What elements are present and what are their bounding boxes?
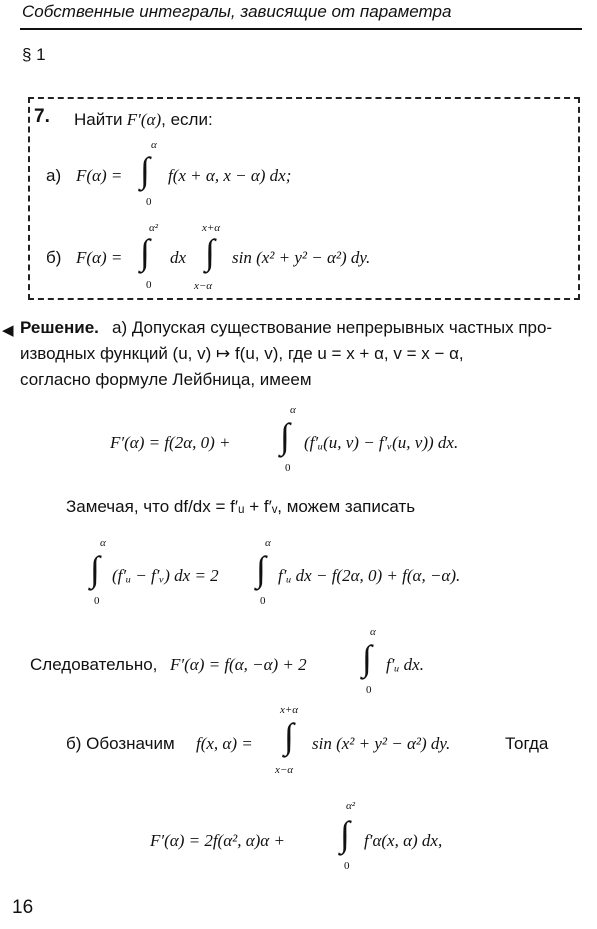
running-header: Собственные интегралы, зависящие от параметра	[22, 2, 452, 21]
integral-sign: ∫	[90, 549, 100, 589]
integral-sign: ∫	[340, 814, 350, 854]
eq3-lhs: F′(α) = f(α, −α) + 2	[170, 655, 307, 674]
item-b-upper-limit-1: α²	[149, 222, 159, 234]
item-b-label: б)	[46, 248, 62, 267]
eq4-prefix: б) Обозначим	[66, 734, 175, 753]
eq3-upper-limit: α	[370, 626, 376, 638]
eq4-integrand: sin (x² + y² − α²) dy.	[312, 734, 451, 753]
integral-sign: ∫	[284, 716, 294, 756]
integral-sign: ∫	[280, 416, 290, 456]
solution-marker-icon: ◀	[2, 323, 14, 339]
eq4-upper-limit: x+α	[280, 704, 299, 716]
problem-number: 7.	[34, 106, 50, 127]
eq5-lower-limit: 0	[344, 860, 350, 872]
eq2-upper-limit-1: α	[100, 537, 106, 549]
item-b-lower-limit-2: x−α	[194, 280, 213, 292]
item-a-lhs: F(α) =	[76, 166, 123, 185]
integral-sign: ∫	[140, 232, 150, 272]
section-label: § 1	[22, 45, 46, 64]
item-b-upper-limit-2: x+α	[202, 222, 221, 234]
prompt-suffix: , если:	[161, 110, 213, 129]
eq3-integrand: f′ᵤ dx.	[386, 655, 424, 674]
item-a-integrand: f(x + α, x − α) dx;	[168, 166, 292, 185]
eq1-lhs: F′(α) = f(2α, 0) +	[110, 433, 231, 452]
eq2-part-1: (f′ᵤ − f′ᵥ) dx = 2	[112, 566, 219, 585]
item-b-lower-limit-1: 0	[146, 279, 152, 291]
eq2-upper-limit-2: α	[265, 537, 271, 549]
item-a-upper-limit: α	[151, 139, 157, 151]
solution-line-4: Замечая, что df/dx = f′ᵤ + f′ᵥ, можем записать	[66, 497, 416, 516]
integral-sign: ∫	[256, 549, 266, 589]
eq4-lhs: f(x, α) =	[196, 734, 253, 753]
eq4-suffix: Тогда	[505, 734, 549, 753]
solution-line-2: изводных функций (u, v) ↦ f(u, v), где u = x + α, v = x − α,	[20, 344, 464, 363]
eq5-lhs: F′(α) = 2f(α², α)α +	[150, 831, 285, 850]
page-number: 16	[12, 897, 34, 918]
eq2-lower-limit-2: 0	[260, 595, 266, 607]
item-b-integrand: sin (x² + y² − α²) dy.	[232, 248, 371, 267]
eq4-lower-limit: x−α	[275, 764, 294, 776]
item-b-lhs: F(α) =	[76, 248, 123, 267]
header-rule	[20, 28, 582, 30]
problem-prompt	[74, 110, 213, 130]
eq5-upper-limit: α²	[346, 800, 356, 812]
solution-line-3: согласно формуле Лейбница, имеем	[20, 370, 312, 389]
eq2-lower-limit-1: 0	[94, 595, 100, 607]
prompt-func: F′(α)	[126, 110, 162, 129]
eq3-lower-limit: 0	[366, 684, 372, 696]
eq3-prefix: Следовательно,	[30, 655, 158, 674]
solution-heading: Решение.	[20, 318, 99, 337]
integral-sign: ∫	[205, 232, 215, 272]
integral-sign: ∫	[362, 638, 372, 678]
prompt-prefix: Найти	[74, 110, 123, 129]
eq1-upper-limit: α	[290, 404, 296, 416]
item-a-label: а)	[46, 166, 62, 185]
eq2-part-2: f′ᵤ dx − f(2α, 0) + f(α, −α).	[278, 566, 461, 585]
integral-sign: ∫	[140, 150, 150, 190]
solution-line-1: а) Допуская существование непрерывных частных про-	[112, 318, 553, 337]
item-a-lower-limit: 0	[146, 196, 152, 208]
item-b-mid: dx	[170, 248, 187, 267]
eq1-integrand: (f′ᵤ(u, v) − f′ᵥ(u, v)) dx.	[304, 433, 459, 452]
eq1-lower-limit: 0	[285, 462, 291, 474]
eq5-integrand: f′α(x, α) dx,	[364, 831, 443, 850]
